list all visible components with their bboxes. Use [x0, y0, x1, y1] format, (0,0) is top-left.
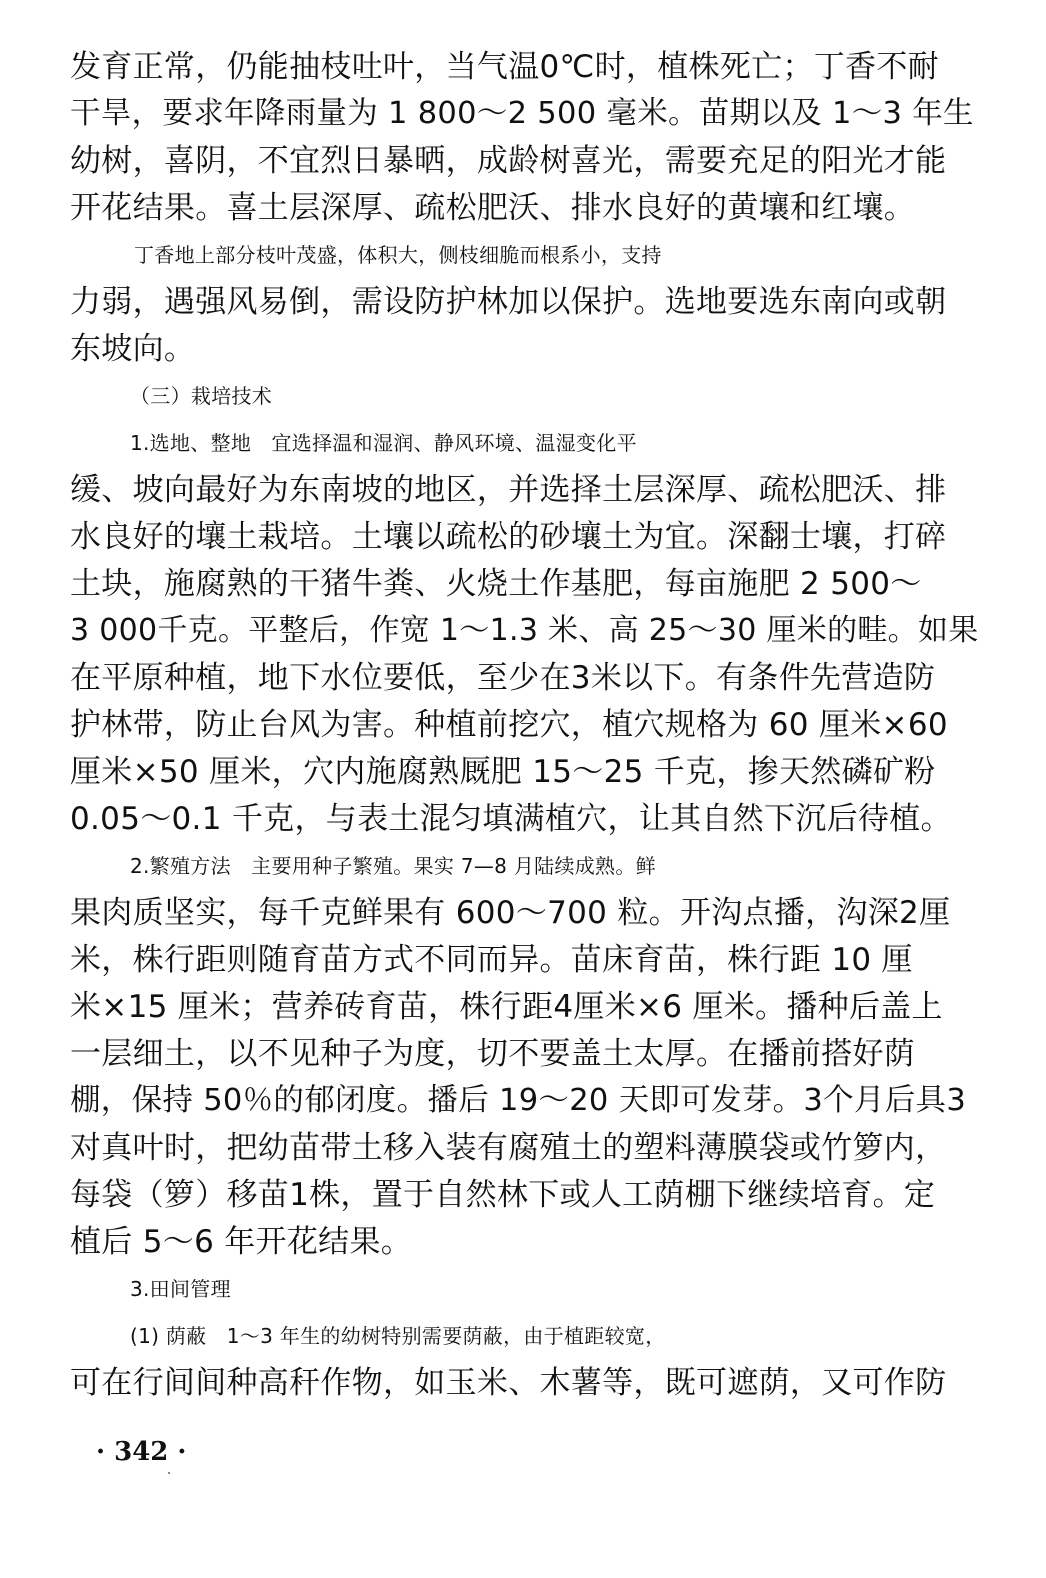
text-line: 东坡向。: [70, 331, 196, 367]
text-line: 厘米×50 厘米，穴内施腐熟厩肥 15～25 千克，掺天然磷矿粉: [70, 754, 936, 790]
section-heading: （三）栽培技术: [130, 384, 273, 408]
text-line: 一层细土，以不见种子为度，切不要盖土太厚。在播前搭好荫: [70, 1036, 916, 1072]
text-line: 0.05～0.1 千克，与表土混匀填满植穴，让其自然下沉后待植。: [70, 801, 952, 837]
text-line: 土块，施腐熟的干猪牛粪、火烧土作基肥，每亩施肥 2 500～: [70, 566, 922, 602]
page-number: · 342 ·: [96, 1437, 187, 1467]
text-line: 护林带，防止台风为害。种植前挖穴，植穴规格为 60 厘米×60: [70, 707, 948, 743]
item-heading-line: (1) 荫蔽 1～3 年生的幼树特别需要荫蔽，由于植距较宽，: [130, 1324, 666, 1348]
text-line: 每袋（箩）移苗1株，置于自然林下或人工荫棚下继续培育。定: [70, 1177, 936, 1213]
subsection-heading-line: 1.选地、整地 宜选择温和湿润、静风环境、温湿变化平: [130, 431, 637, 455]
subsection-heading: 3.田间管理: [130, 1277, 231, 1301]
text-line: 缓、坡向最好为东南坡的地区，并选择土层深厚、疏松肥沃、排: [70, 472, 947, 508]
text-line: 力弱，遇强风易倒，需设防护林加以保护。选地要选东南向或朝: [70, 284, 947, 320]
text-line: 3 000千克。平整后，作宽 1～1.3 米、高 25～30 厘米的畦。如果: [70, 613, 979, 648]
paragraph-start-line: 丁香地上部分枝叶茂盛，体积大，侧枝细脆而根系小，支持: [134, 243, 662, 267]
text-line: 发育正常，仍能抽枝吐叶，当气温0℃时，植株死亡；丁香不耐: [70, 49, 939, 85]
text-line: 在平原种植，地下水位要低，至少在3米以下。有条件先营造防: [70, 660, 936, 696]
text-line: 米×15 厘米；营养砖育苗，株行距4厘米×6 厘米。播种后盖上: [70, 989, 943, 1025]
text-line: 植后 5～6 年开花结果。: [70, 1224, 413, 1260]
text-line: 米，株行距则随育苗方式不同而异。苗床育苗，株行距 10 厘: [70, 942, 913, 978]
text-line: 开花结果。喜土层深厚、疏松肥沃、排水良好的黄壤和红壤。: [70, 190, 916, 226]
text-line: 可在行间间种高秆作物，如玉米、木薯等，既可遮荫，又可作防: [70, 1365, 947, 1401]
text-line: 干旱，要求年降雨量为 1 800～2 500 毫米。苗期以及 1～3 年生: [70, 96, 974, 131]
subsection-heading-line: 2.繁殖方法 主要用种子繁殖。果实 7—8 月陆续成熟。鲜: [130, 854, 656, 878]
text-line: 对真叶时，把幼苗带土移入装有腐殖土的塑料薄膜袋或竹箩内，: [70, 1130, 947, 1166]
text-line: 果肉质坚实，每千克鲜果有 600～700 粒。开沟点播，沟深2厘: [70, 895, 951, 931]
text-line: 水良好的壤土栽培。土壤以疏松的砂壤土为宜。深翻士壤，打碎: [70, 519, 947, 555]
text-line: 棚，保持 50％的郁闭度。播后 19～20 天即可发芽。3个月后具3: [70, 1083, 967, 1118]
text-line: 幼树，喜阴，不宜烈日暴晒，成龄树喜光，需要充足的阳光才能: [70, 143, 947, 179]
scan-speck: [168, 1472, 170, 1474]
